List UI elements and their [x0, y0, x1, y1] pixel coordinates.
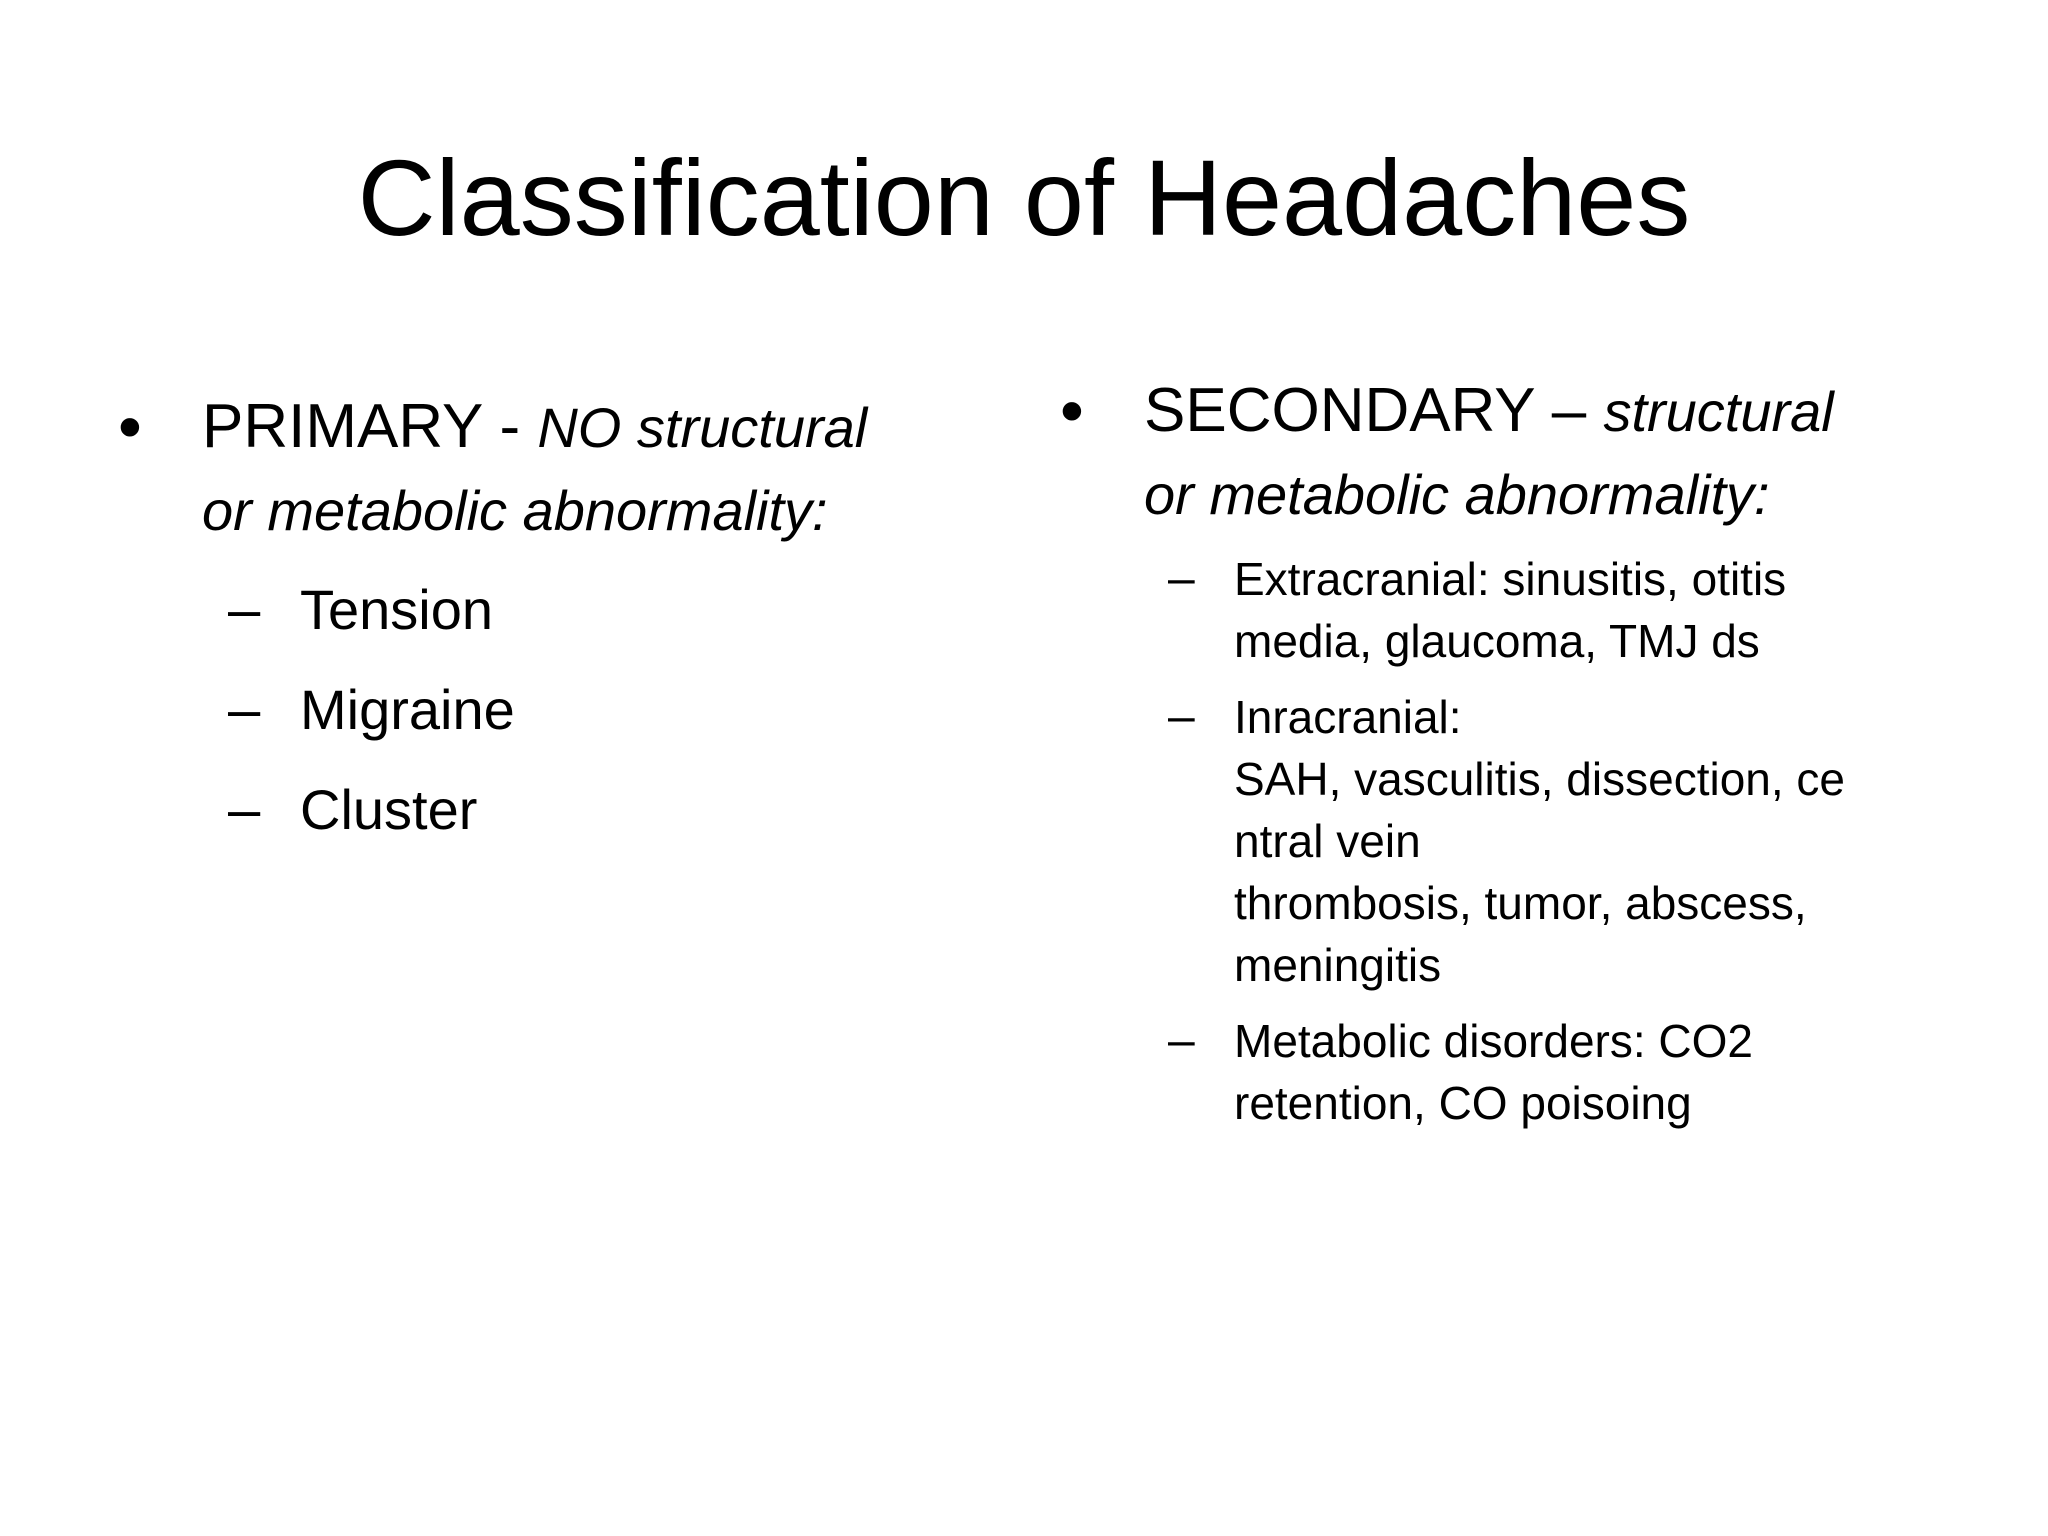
text-line: media, glaucoma, TMJ ds — [1234, 615, 1760, 667]
primary-label: PRIMARY - — [202, 392, 538, 461]
secondary-heading — [1144, 370, 1834, 536]
text-line: Metabolic disorders: CO2 — [1234, 1015, 1753, 1067]
secondary-descriptor-line2: or metabolic abnormality: — [1144, 463, 1770, 526]
text-line: SAH, vasculitis, dissection, ce — [1234, 753, 1846, 805]
secondary-descriptor-line1: structural — [1603, 380, 1834, 443]
bullet-icon: • — [1060, 373, 1084, 449]
dash-icon: – — [228, 777, 261, 842]
primary-descriptor-line2: or metabolic abnormality: — [202, 479, 828, 542]
secondary-subitem-text — [1234, 686, 1845, 996]
text-line: meningitis — [1234, 939, 1442, 991]
primary-heading — [202, 386, 867, 552]
dash-icon: – — [228, 677, 261, 742]
primary-subitem-text: Tension — [300, 578, 494, 641]
dash-icon: – — [228, 577, 261, 642]
primary-descriptor-line1: NO structural — [537, 396, 868, 459]
secondary-label: SECONDARY – — [1144, 376, 1604, 445]
primary-subitem-text: Cluster — [300, 778, 478, 841]
secondary-subitem-text — [1234, 1010, 1753, 1134]
secondary-subitem-text — [1234, 548, 1786, 672]
bullet-icon: • — [118, 389, 142, 465]
dash-icon: – — [1168, 690, 1195, 743]
text-line: ntral vein — [1234, 815, 1421, 867]
dash-icon: – — [1168, 552, 1195, 605]
primary-subitem-text: Migraine — [300, 678, 515, 741]
text-line: thrombosis, tumor, abscess, — [1234, 877, 1807, 929]
dash-icon: – — [1168, 1014, 1195, 1067]
text-line: retention, CO poisoing — [1234, 1077, 1692, 1129]
text-line: Inracranial: — [1234, 691, 1462, 743]
slide-title: Classification of Headaches — [357, 137, 1691, 258]
text-line: Extracranial: sinusitis, otitis — [1234, 553, 1787, 605]
